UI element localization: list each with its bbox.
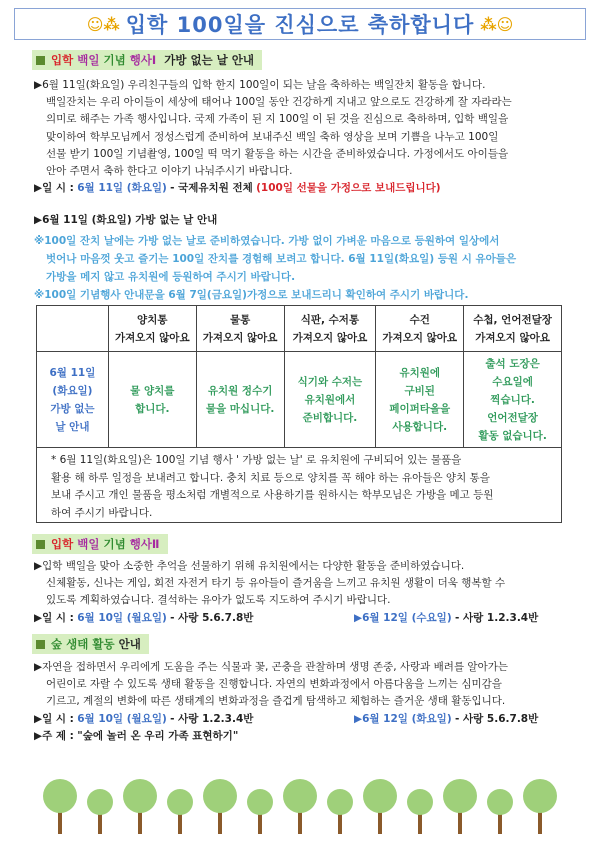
heading-word: 행사Ⅱ: [129, 537, 160, 551]
tree-icon: [87, 789, 113, 815]
theme-label: ▶주 제 :: [34, 729, 74, 742]
page-title-bar: [14, 8, 586, 40]
notice-line: ※100일 잔치 날에는 가방 없는 날로 준비하였습니다. 가방 없이 가벼운 마음으로 등원하여 일상에서: [34, 235, 500, 247]
table-cell: 유치원에 구비된 페이퍼타올을 사용합니다.: [376, 352, 464, 448]
section-1-heading: [32, 50, 262, 70]
section-2-body: [34, 558, 574, 627]
note-line: 하여 주시기 바랍니다.: [51, 506, 153, 519]
theme-line: [34, 728, 574, 745]
heading-word: 백일: [77, 537, 100, 551]
heading-word: 안내: [118, 637, 141, 651]
table-header-cell: 수건 가져오지 않아요: [376, 306, 464, 352]
schedule-who: - 사랑 1.2.3.4반: [170, 712, 254, 725]
notice-line: 가방을 메지 않고 유치원에 등원하여 주시기 바랍니다.: [46, 271, 296, 283]
tree-icon: [203, 779, 237, 813]
table-cell: 식기와 수저는 유치원에서 준비합니다.: [284, 352, 376, 448]
tree-icon: [167, 789, 193, 815]
tree-icon: [523, 779, 557, 813]
table-header-row: [37, 306, 562, 352]
schedule-label: ▶일 시 :: [34, 611, 74, 624]
note-line: * 6월 11일(화요일)은 100일 기념 행사 ' 가방 없는 날' 로 유치원에 구비되어 있는 물품을: [51, 454, 462, 466]
section-2-heading: [32, 534, 168, 554]
heading-word: 기념: [103, 53, 126, 67]
section-3-heading: [32, 634, 149, 654]
heading-word: 기념: [103, 537, 126, 551]
tree-icon: [363, 779, 397, 813]
square-bullet-icon: [36, 540, 45, 549]
table-header-cell: 수첩, 언어전달장 가져오지 않아요: [464, 306, 562, 352]
tree-icon: [327, 789, 353, 815]
table-header-cell: 물통 가져오지 않아요: [196, 306, 284, 352]
section-1-body: [34, 77, 574, 197]
schedule-date: ▶6월 12일 (수요일): [354, 611, 452, 624]
heading-word: 백일: [77, 53, 100, 67]
table-cell: 유치원 정수기 물을 마십니다.: [196, 352, 284, 448]
tree-icon: [443, 779, 477, 813]
table-cell: 출석 도장은 수요일에 찍습니다. 언어전달장 활동 없습니다.: [464, 352, 562, 448]
table-header-cell: 양치통 가져오지 않아요: [108, 306, 196, 352]
smile-sparkle-icon-right: ⁂☺: [480, 14, 514, 34]
schedule-line: [34, 180, 574, 197]
tree-icon: [407, 789, 433, 815]
body-line: 선물 받기 100일 기념촬영, 100일 떡 먹기 활동을 하는 시간을 준비하였습니다. 가정에서도 아이들을: [46, 147, 509, 160]
schedule-label: ▶일 시 :: [34, 182, 74, 195]
tree-icon: [123, 779, 157, 813]
theme-value: "숲에 놀러 온 우리 가족 표현하기": [77, 729, 239, 742]
body-line: ▶입학 백일을 맞아 소중한 추억을 선물하기 위해 유치원에서는 다양한 활동을 준비하였습니다.: [34, 560, 465, 572]
section-3-body: [34, 659, 574, 745]
schedule-date: 6월 10일 (월요일): [77, 611, 167, 624]
body-line: 안아 주면서 축하 한다고 이야기 나눠주시기 바랍니다.: [46, 165, 293, 178]
bag-notice-heading: ▶6월 11일 (화요일) 가방 없는 날 안내: [34, 214, 218, 226]
schedule-who: - 사랑 1.2.3.4반: [454, 611, 539, 624]
tree-icon: [43, 779, 77, 813]
tree-icon: [283, 779, 317, 813]
schedule-label: ▶일 시 :: [34, 712, 74, 725]
body-line: 백일잔치는 우리 아이들이 세상에 태어나 100일 동안 건강하게 지내고 앞으로도 건강하게 잘 자라라는: [46, 96, 512, 109]
note-box: [36, 447, 562, 523]
square-bullet-icon: [36, 56, 45, 65]
schedule-line: [34, 711, 574, 728]
notice-line: 벗어나 마음껏 웃고 즐기는 100일 잔치를 경험해 보려고 합니다. 6월 11일(화요일) 등원 시 유아들은: [46, 253, 517, 265]
body-line: 있도록 계획하였습니다. 결석하는 유아가 없도록 지도하여 주시기 바랍니다.: [46, 594, 391, 607]
heading-word: 가방 없는 날 안내: [164, 53, 254, 67]
body-line: ▶6월 11일(화요일) 우리친구들의 입학 한지 100일이 되는 날을 축하하는 백일잔치 활동을 합니다.: [34, 79, 486, 91]
notice-line: ※100일 기념행사 안내문을 6월 7일(금요일)가정으로 보내드리니 확인하여 주시기 바랍니다.: [34, 289, 469, 301]
body-line: 맞이하여 학부모님께서 정성스럽게 준비하여 보내주신 백일 축하 영상을 보며 기쁨을 나누고 100일: [46, 130, 499, 143]
body-line: 기르고, 계절의 변화에 따른 생태계의 변화과정을 즐겁게 탐색하고 체험하는 즐거운 생태 활동입니다.: [46, 695, 506, 708]
schedule-line: [34, 610, 574, 627]
heading-word: 입학: [51, 537, 74, 551]
square-bullet-icon: [36, 640, 45, 649]
schedule-date: ▶6월 12일 (화요일): [354, 712, 452, 725]
heading-word: 활동: [92, 637, 115, 651]
bag-free-table: [36, 305, 562, 448]
tree-row-decoration: [40, 774, 560, 834]
body-line: 의미로 해주는 가족 행사입니다. 국제 가족이 된 지 100일 이 된 것을 진심으로 축하하며, 입학 백일을: [46, 113, 509, 126]
schedule-who: - 국제유치원 전체: [170, 182, 253, 195]
heading-word: 행사Ⅰ: [129, 53, 157, 67]
body-line: ▶자연을 접하면서 우리에게 도움을 주는 식물과 꽃, 곤충을 관찰하며 생명 존중, 사랑과 배려를 알아가는: [34, 661, 509, 673]
schedule-who: - 사랑 5.6.7.8반: [170, 611, 254, 624]
table-header-cell: [37, 306, 109, 352]
table-cell: 6월 11일 (화요일) 가방 없는 날 안내: [37, 352, 109, 448]
schedule-date: 6월 10일 (월요일): [77, 712, 167, 725]
note-line: 보내 주시고 개인 물품을 평소처럼 개별적으로 사용하기를 원하시는 학부모님은 가방을 메고 등원: [51, 489, 494, 501]
schedule-note: (100일 선물을 가정으로 보내드립니다): [256, 182, 441, 195]
tree-icon: [487, 789, 513, 815]
smile-sparkle-icon-left: ☺⁂: [86, 14, 120, 34]
tree-icon: [247, 789, 273, 815]
heading-word: 입학: [51, 53, 74, 67]
table-cell: 물 양치를 합니다.: [108, 352, 196, 448]
schedule-date: 6월 11일 (화요일): [77, 182, 167, 195]
heading-word: 숲: [51, 637, 63, 651]
bag-notice-body: [34, 232, 574, 304]
table-row: [37, 352, 562, 448]
table-header-cell: 식판, 수저통 가져오지 않아요: [284, 306, 376, 352]
schedule-who: - 사랑 5.6.7.8반: [454, 712, 539, 725]
heading-word: 생태: [66, 637, 89, 651]
note-line: 활용 해 하루 일정을 보내려고 합니다. 충치 치료 등으로 양치를 꼭 해야 하는 유아들은 양치 통을: [51, 471, 490, 484]
page-title: 입학 100일을 진심으로 축하합니다: [125, 13, 475, 37]
body-line: 어린이로 자랄 수 있도록 생태 활동을 진행합니다. 자연의 변화과정에서 아름다움을 느끼는 심미감을: [46, 678, 502, 691]
body-line: 신체활동, 신나는 게임, 회전 자전거 타기 등 유아들이 즐거움을 느끼고 유치원 생활이 더욱 행복할 수: [46, 577, 506, 590]
